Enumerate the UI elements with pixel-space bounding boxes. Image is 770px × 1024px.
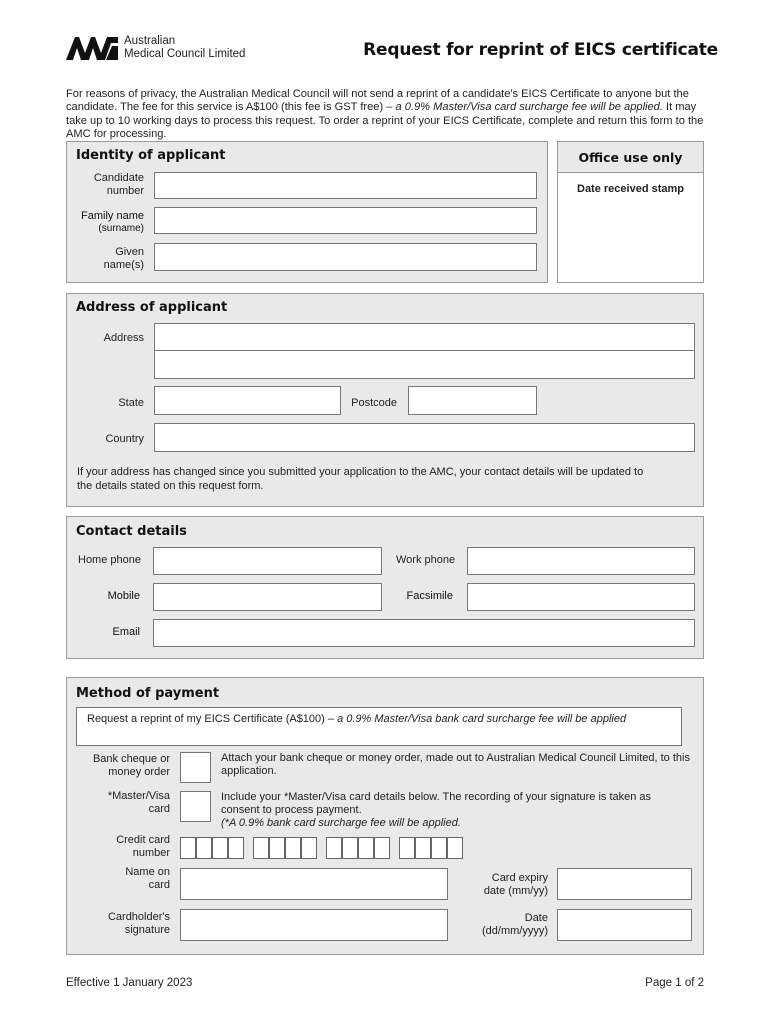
credit-card-number-label-l2: number xyxy=(132,846,170,859)
family-name-label-l2: (surname) xyxy=(98,222,144,234)
card-label xyxy=(76,790,170,815)
cc-digit-box[interactable] xyxy=(326,837,342,859)
cheque-description: Attach your bank cheque or money order, made out to Australian Medical Council Limited, to this application. xyxy=(221,752,690,777)
email-label: Email xyxy=(112,626,140,638)
cheque-label-l2: money order xyxy=(108,765,170,778)
country-field[interactable] xyxy=(154,423,695,452)
postcode-field[interactable] xyxy=(408,386,537,415)
cc-digit-box[interactable] xyxy=(253,837,269,859)
given-names-label-l1: Given xyxy=(115,246,144,258)
effective-date: Effective 1 January 2023 xyxy=(66,977,193,989)
card-description-text: Include your *Master/Visa card details below. The recording of your signature is taken as consent to process payment. xyxy=(221,791,652,816)
mobile-field[interactable] xyxy=(153,583,382,611)
given-names-label xyxy=(70,246,144,271)
cc-digit-box[interactable] xyxy=(431,837,447,859)
address-section-title: Address of applicant xyxy=(76,300,228,315)
cheque-label xyxy=(76,753,170,778)
card-checkbox[interactable] xyxy=(180,791,211,822)
home-phone-field[interactable] xyxy=(153,547,382,575)
signature-date-field[interactable] xyxy=(557,909,692,941)
card-expiry-field[interactable] xyxy=(557,868,692,900)
facsimile-label: Facsimile xyxy=(406,590,453,602)
candidate-number-label xyxy=(70,172,144,197)
card-surcharge-note: (*A 0.9% bank card surcharge fee will be applied. xyxy=(221,817,461,829)
cc-digit-box[interactable] xyxy=(374,837,390,859)
page-title: Request for reprint of EICS certificate xyxy=(363,40,718,60)
office-use-title: Office use only xyxy=(558,142,703,173)
office-use-box xyxy=(557,141,704,283)
work-phone-label: Work phone xyxy=(396,554,456,566)
address-label: Address xyxy=(103,332,144,344)
cc-digit-box[interactable] xyxy=(212,837,228,859)
cardholder-signature-label xyxy=(76,911,170,936)
org-name-line2: Medical Council Limited xyxy=(124,48,246,60)
cheque-label-l1: Bank cheque or xyxy=(92,753,170,765)
given-names-label-l2: name(s) xyxy=(103,258,144,271)
home-phone-label: Home phone xyxy=(78,554,141,566)
mobile-label: Mobile xyxy=(107,590,140,602)
candidate-number-label-l2: number xyxy=(106,184,144,197)
cc-digit-box[interactable] xyxy=(180,837,196,859)
state-label: State xyxy=(118,397,144,409)
reprint-request-italic: a 0.9% Master/Visa bank card surcharge fee will be applied xyxy=(337,713,627,725)
date-received-stamp-label: Date received stamp xyxy=(577,183,684,195)
intro-text-1: For reasons of privacy, the Australian Medical Council will not send a reprint of a candidate's EICS Certificate to anyone but the candidate. The fee for this service is A$100 (this fee is GST free) – xyxy=(66,88,689,114)
family-name-label-l1: Family name xyxy=(81,210,144,222)
reprint-request-text: Request a reprint of my EICS Certificate (A$100) – xyxy=(87,713,338,725)
given-names-field[interactable] xyxy=(154,243,537,271)
name-on-card-label xyxy=(76,866,170,891)
email-field[interactable] xyxy=(153,619,695,647)
country-label: Country xyxy=(105,433,144,445)
amc-logo xyxy=(66,36,118,60)
contact-section-title: Contact details xyxy=(76,524,187,539)
family-name-field[interactable] xyxy=(154,207,537,234)
reprint-request-box xyxy=(76,707,682,746)
cc-digit-box[interactable] xyxy=(358,837,374,859)
payment-section-title: Method of payment xyxy=(76,686,220,701)
cc-digit-box[interactable] xyxy=(342,837,358,859)
intro-surcharge-italic: a 0.9% Master/Visa card surcharge fee will be applied. xyxy=(395,101,663,114)
card-label-l1: *Master/Visa xyxy=(107,790,170,802)
name-on-card-label-l2: card xyxy=(148,878,170,891)
cheque-checkbox[interactable] xyxy=(180,752,211,783)
candidate-number-field[interactable] xyxy=(154,172,537,199)
org-name xyxy=(124,35,245,61)
cc-digit-box[interactable] xyxy=(301,837,317,859)
credit-card-number-label xyxy=(76,834,170,859)
identity-section-title: Identity of applicant xyxy=(76,148,226,163)
signature-date-label-l1: Date xyxy=(524,912,548,924)
facsimile-field[interactable] xyxy=(467,583,695,611)
card-expiry-label-l1: Card expiry xyxy=(491,872,548,884)
cardholder-signature-label-l2: signature xyxy=(124,923,170,936)
candidate-number-label-l1: Candidate xyxy=(93,172,144,184)
intro-text-2: It may take up to 10 working days to process this request. To order a reprint of your EICS Certificate, complete and return this form to the AMC for processing. xyxy=(66,101,704,141)
org-name-line1: Australian xyxy=(124,35,176,47)
cc-digit-box[interactable] xyxy=(415,837,431,859)
cc-digit-box[interactable] xyxy=(196,837,212,859)
address-field-line1[interactable] xyxy=(154,323,695,351)
cc-digit-box[interactable] xyxy=(447,837,463,859)
card-expiry-label xyxy=(460,872,548,897)
work-phone-field[interactable] xyxy=(467,547,695,575)
address-field-line2[interactable] xyxy=(154,350,695,379)
postcode-label: Postcode xyxy=(351,397,397,409)
signature-date-label-l2: (dd/mm/yyyy) xyxy=(482,924,548,937)
signature-date-label xyxy=(460,912,548,937)
card-expiry-label-l2: date (mm/yy) xyxy=(483,884,548,897)
card-label-l2: card xyxy=(148,802,170,815)
credit-card-number-label-l1: Credit card xyxy=(116,834,170,846)
cc-digit-box[interactable] xyxy=(269,837,285,859)
name-on-card-field[interactable] xyxy=(180,868,448,900)
family-name-label xyxy=(70,210,144,235)
card-description xyxy=(221,791,691,830)
name-on-card-label-l1: Name on xyxy=(125,866,170,878)
cc-digit-box[interactable] xyxy=(399,837,415,859)
cc-digit-box[interactable] xyxy=(228,837,244,859)
page-number: Page 1 of 2 xyxy=(645,977,704,989)
cardholder-signature-label-l1: Cardholder's xyxy=(107,911,170,923)
address-change-note: If your address has changed since you submitted your application to the AMC, your contact details will be updated to the details stated on this request form. xyxy=(77,466,644,492)
intro-paragraph xyxy=(66,88,706,142)
state-field[interactable] xyxy=(154,386,341,415)
cc-digit-box[interactable] xyxy=(285,837,301,859)
cardholder-signature-field[interactable] xyxy=(180,909,448,941)
